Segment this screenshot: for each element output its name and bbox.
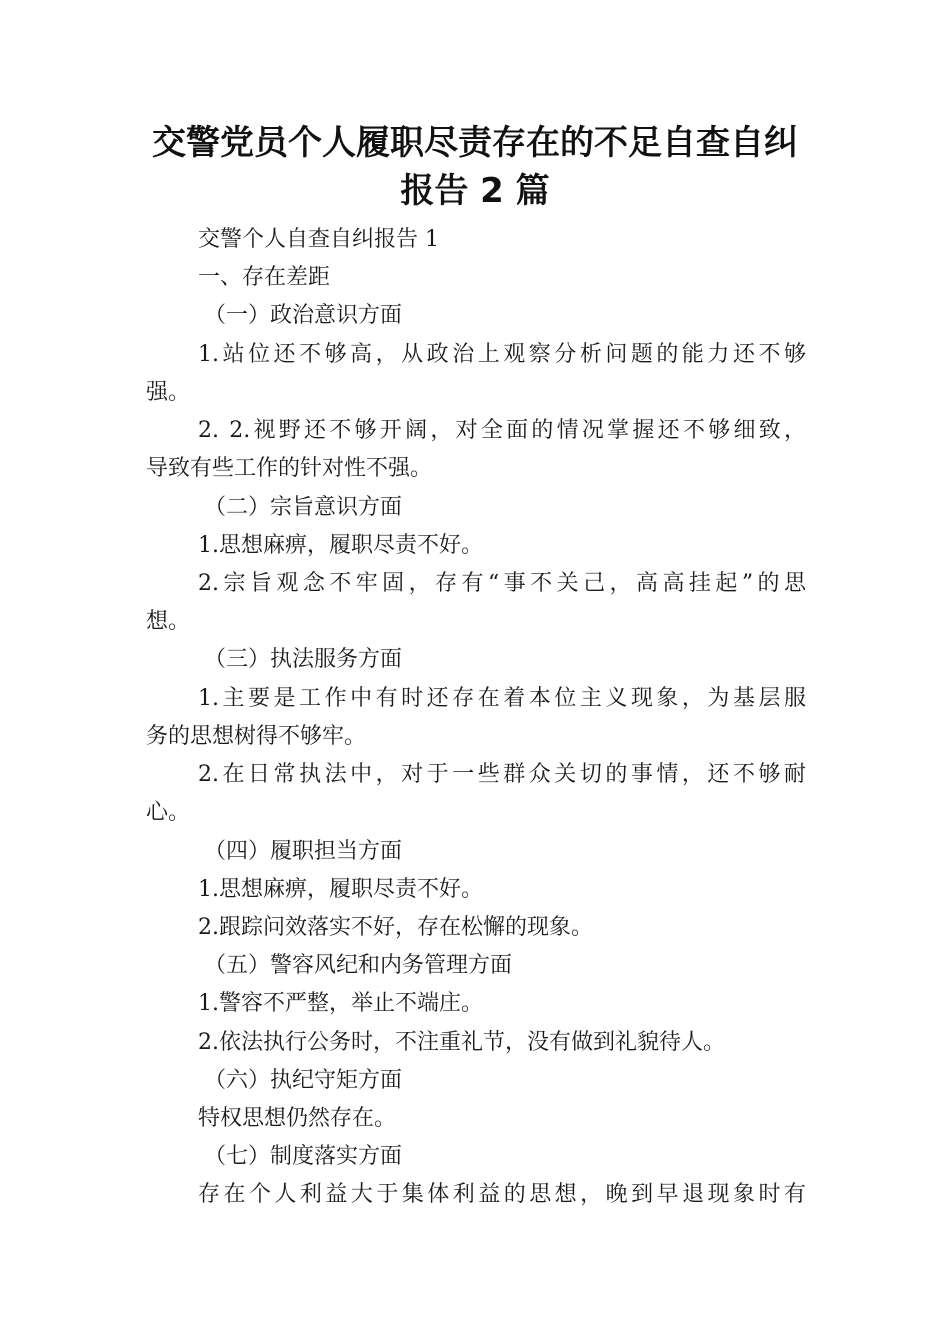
paragraph-line: 1.思想麻痹，履职尽责不好。 [198, 877, 483, 902]
paragraph-line: 特权思想仍然存在。 [198, 1106, 397, 1131]
document-title-line-1: 交警党员个人履职尽责存在的不足自查自纠 [152, 123, 798, 163]
paragraph-line: 2.宗旨观念不牢固，存有“事不关己，高高挂起”的思 [198, 571, 806, 596]
paragraph-line: 1.主要是工作中有时还存在着本位主义现象，为基层服 [198, 686, 806, 711]
paragraph-line: 存在个人利益大于集体利益的思想，晚到早退现象时有 [198, 1182, 806, 1207]
subsection-heading: （三）执法服务方面 [204, 647, 403, 672]
paragraph-line: 2.跟踪问效落实不好，存在松懈的现象。 [198, 915, 593, 940]
paragraph-line: 2. 2.视野还不够开阔，对全面的情况掌握还不够细致， [198, 418, 806, 443]
paragraph-line: 务的思想树得不够牢。 [146, 724, 367, 749]
paragraph-line: 2.在日常执法中，对于一些群众关切的事情，还不够耐 [198, 762, 806, 787]
subsection-heading: （二）宗旨意识方面 [204, 495, 403, 520]
paragraph-line: 2.依法执行公务时，不注重礼节，没有做到礼貌待人。 [198, 1030, 725, 1055]
subsection-heading: （五）警容风纪和内务管理方面 [204, 953, 513, 978]
report-subtitle: 交警个人自查自纠报告 1 [198, 227, 439, 252]
paragraph-line: 1.站位还不够高，从政治上观察分析问题的能力还不够 [198, 342, 806, 367]
subsection-heading: （四）履职担当方面 [204, 839, 403, 864]
paragraph-line: 1.警容不严整，举止不端庄。 [198, 991, 483, 1016]
paragraph-line: 导致有些工作的针对性不强。 [146, 456, 433, 481]
document-title-line-2: 报告 2 篇 [400, 171, 550, 211]
section-heading: 一、存在差距 [198, 265, 331, 290]
subsection-heading: （一）政治意识方面 [204, 303, 403, 328]
paragraph-line: 想。 [146, 609, 191, 634]
subsection-heading: （七）制度落实方面 [204, 1144, 403, 1169]
paragraph-line: 心。 [146, 800, 191, 825]
paragraph-line: 1.思想麻痹，履职尽责不好。 [198, 533, 483, 558]
paragraph-line: 强。 [146, 380, 191, 405]
subsection-heading: （六）执纪守矩方面 [204, 1068, 403, 1093]
